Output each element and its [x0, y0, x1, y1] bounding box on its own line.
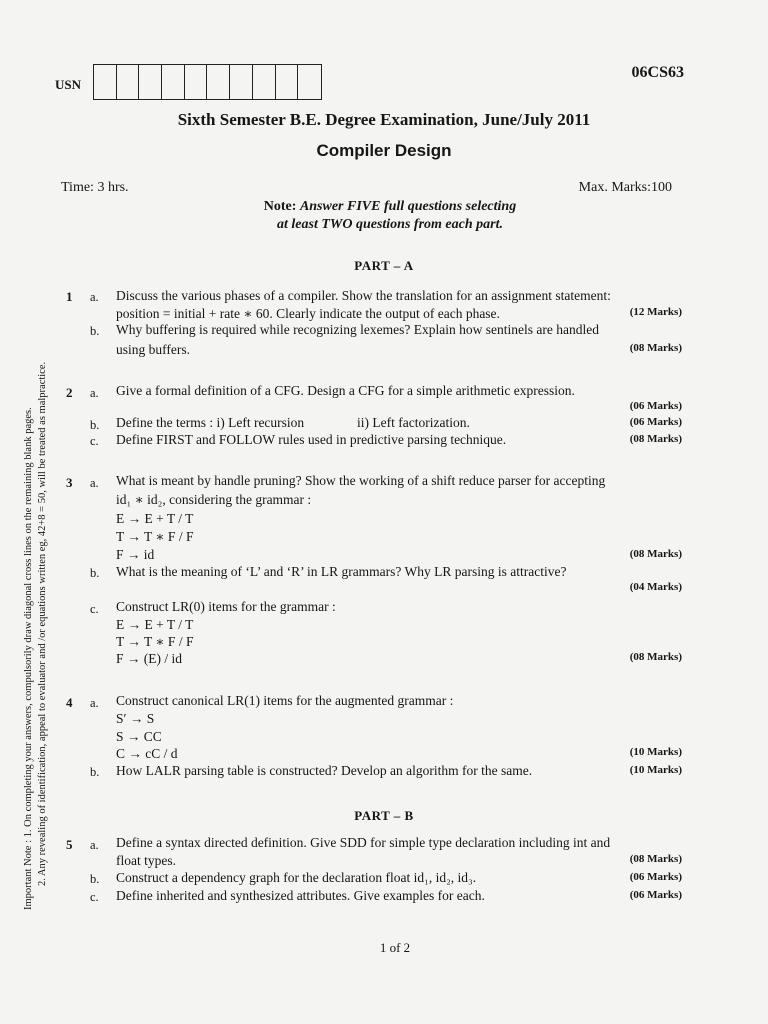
marks-label: (10 Marks) [629, 746, 682, 758]
usn-box [139, 65, 162, 99]
question-text [116, 414, 682, 432]
subject-title: Compiler Design [316, 141, 452, 160]
question-text: float types. [116, 853, 176, 868]
usn-box [117, 65, 140, 99]
question-text: Define inherited and synthesized attributes. Give examples for each. [116, 888, 485, 903]
question-text: Construct LR(0) items for the grammar : [116, 599, 336, 614]
subpart-label: b. [90, 324, 100, 338]
usn-box [298, 65, 321, 99]
question-text: Construct a dependency graph for the declaration float id₁, id₂, id₃. [116, 870, 477, 885]
subpart-label: c. [90, 602, 99, 616]
subpart-label: a. [90, 696, 99, 710]
usn-box [185, 65, 208, 99]
usn-box [162, 65, 185, 99]
term-2: ii) Left factorization. [357, 415, 470, 430]
side-note-line-2: 2. Any revealing of identification, appeal to evaluator and /or equations written eg, 42+8 = 50, will be treated as malpractice. [37, 361, 48, 886]
question-number: 3 [66, 475, 73, 490]
grammar-rule: E → E + T / T [116, 511, 194, 526]
page-number: 1 of 2 [379, 940, 411, 955]
marks-label: (06 Marks) [629, 871, 682, 883]
grammar-rule: S → CC [116, 729, 162, 744]
subpart-label: a. [90, 386, 99, 400]
question-text: What is the meaning of ‘L’ and ‘R’ in LR grammars? Why LR parsing is attractive? [116, 564, 567, 579]
part-b-heading: PART – B [354, 808, 414, 823]
term-1: Define the terms : i) Left recursion [116, 415, 305, 430]
marks-label: (08 Marks) [629, 853, 682, 865]
note-label: Note: [263, 199, 297, 214]
course-code: 06CS63 [631, 64, 684, 81]
question-text: Construct canonical LR(1) items for the augmented grammar : [116, 693, 454, 708]
marks-label: (08 Marks) [629, 548, 682, 560]
subpart-label: b. [90, 765, 100, 779]
question-text: Define FIRST and FOLLOW rules used in predictive parsing technique. [116, 432, 507, 447]
question-text: Why buffering is required while recognizing lexemes? Explain how sentinels are handled [116, 322, 599, 337]
marks-label: (10 Marks) [629, 764, 682, 776]
note-line-1 [0, 198, 768, 216]
marks-label: (08 Marks) [629, 651, 682, 663]
question-number: 1 [66, 289, 73, 304]
marks-label: (06 Marks) [629, 400, 682, 412]
important-side-note [22, 362, 50, 910]
side-note-line-1: Important Note : 1. On completing your answers, compulsorily draw diagonal cross lines on the remaining blank pages. [23, 407, 34, 910]
usn-box [230, 65, 253, 99]
subpart-label: c. [90, 434, 99, 448]
marks-label: (06 Marks) [629, 889, 682, 901]
usn-box [207, 65, 230, 99]
subpart-label: c. [90, 890, 99, 904]
question-text: How LALR parsing table is constructed? Develop an algorithm for the same. [116, 763, 533, 778]
subpart-label: b. [90, 872, 100, 886]
question-text: position = initial + rate ∗ 60. Clearly indicate the output of each phase. [116, 306, 500, 321]
grammar-rule: C → cC / d [116, 746, 178, 761]
question-text: id₁ ∗ id₂, considering the grammar : [116, 492, 312, 507]
question-text: Define a syntax directed definition. Give SDD for simple type declaration including int and [116, 835, 611, 850]
exam-duration: Time: 3 hrs. [61, 180, 129, 195]
max-marks: Max. Marks:100 [578, 180, 672, 195]
grammar-rule: F → id [116, 547, 155, 562]
subpart-label: b. [90, 418, 100, 432]
marks-label: (08 Marks) [629, 342, 682, 354]
subpart-label: a. [90, 838, 99, 852]
part-a-heading: PART – A [354, 258, 414, 273]
usn-box [94, 65, 117, 99]
marks-label: (12 Marks) [629, 306, 682, 318]
question-number: 4 [66, 695, 73, 710]
note-text-1: Answer FIVE full questions selecting [299, 199, 517, 214]
question-text: What is meant by handle pruning? Show the working of a shift reduce parser for accepting [116, 473, 606, 488]
subpart-label: a. [90, 290, 99, 304]
note-line-2 [0, 216, 768, 234]
grammar-rule: F → (E) / id [116, 651, 182, 666]
exam-title: Sixth Semester B.E. Degree Examination, June/July 2011 [177, 110, 591, 129]
grammar-rule: T → T ∗ F / F [116, 634, 194, 649]
grammar-rule: E → E + T / T [116, 617, 194, 632]
question-number: 2 [66, 385, 73, 400]
question-text: Give a formal definition of a CFG. Design a CFG for a simple arithmetic expression. [116, 383, 575, 398]
subpart-label: b. [90, 566, 100, 580]
usn-box [276, 65, 299, 99]
exam-note [0, 198, 768, 234]
note-text-2: at least TWO questions from each part. [277, 217, 503, 232]
grammar-rule: T → T ∗ F / F [116, 529, 194, 544]
subpart-label: a. [90, 476, 99, 490]
grammar-rule: S′ → S [116, 711, 155, 726]
question-number: 5 [66, 837, 73, 852]
usn-box-grid [93, 64, 322, 100]
marks-label: (04 Marks) [629, 581, 682, 593]
usn-box [253, 65, 276, 99]
question-text: using buffers. [116, 342, 190, 357]
marks-label: (06 Marks) [629, 416, 682, 428]
marks-label: (08 Marks) [629, 433, 682, 445]
usn-label: USN [55, 77, 82, 92]
question-text: Discuss the various phases of a compiler. Show the translation for an assignment statement: [116, 288, 611, 303]
